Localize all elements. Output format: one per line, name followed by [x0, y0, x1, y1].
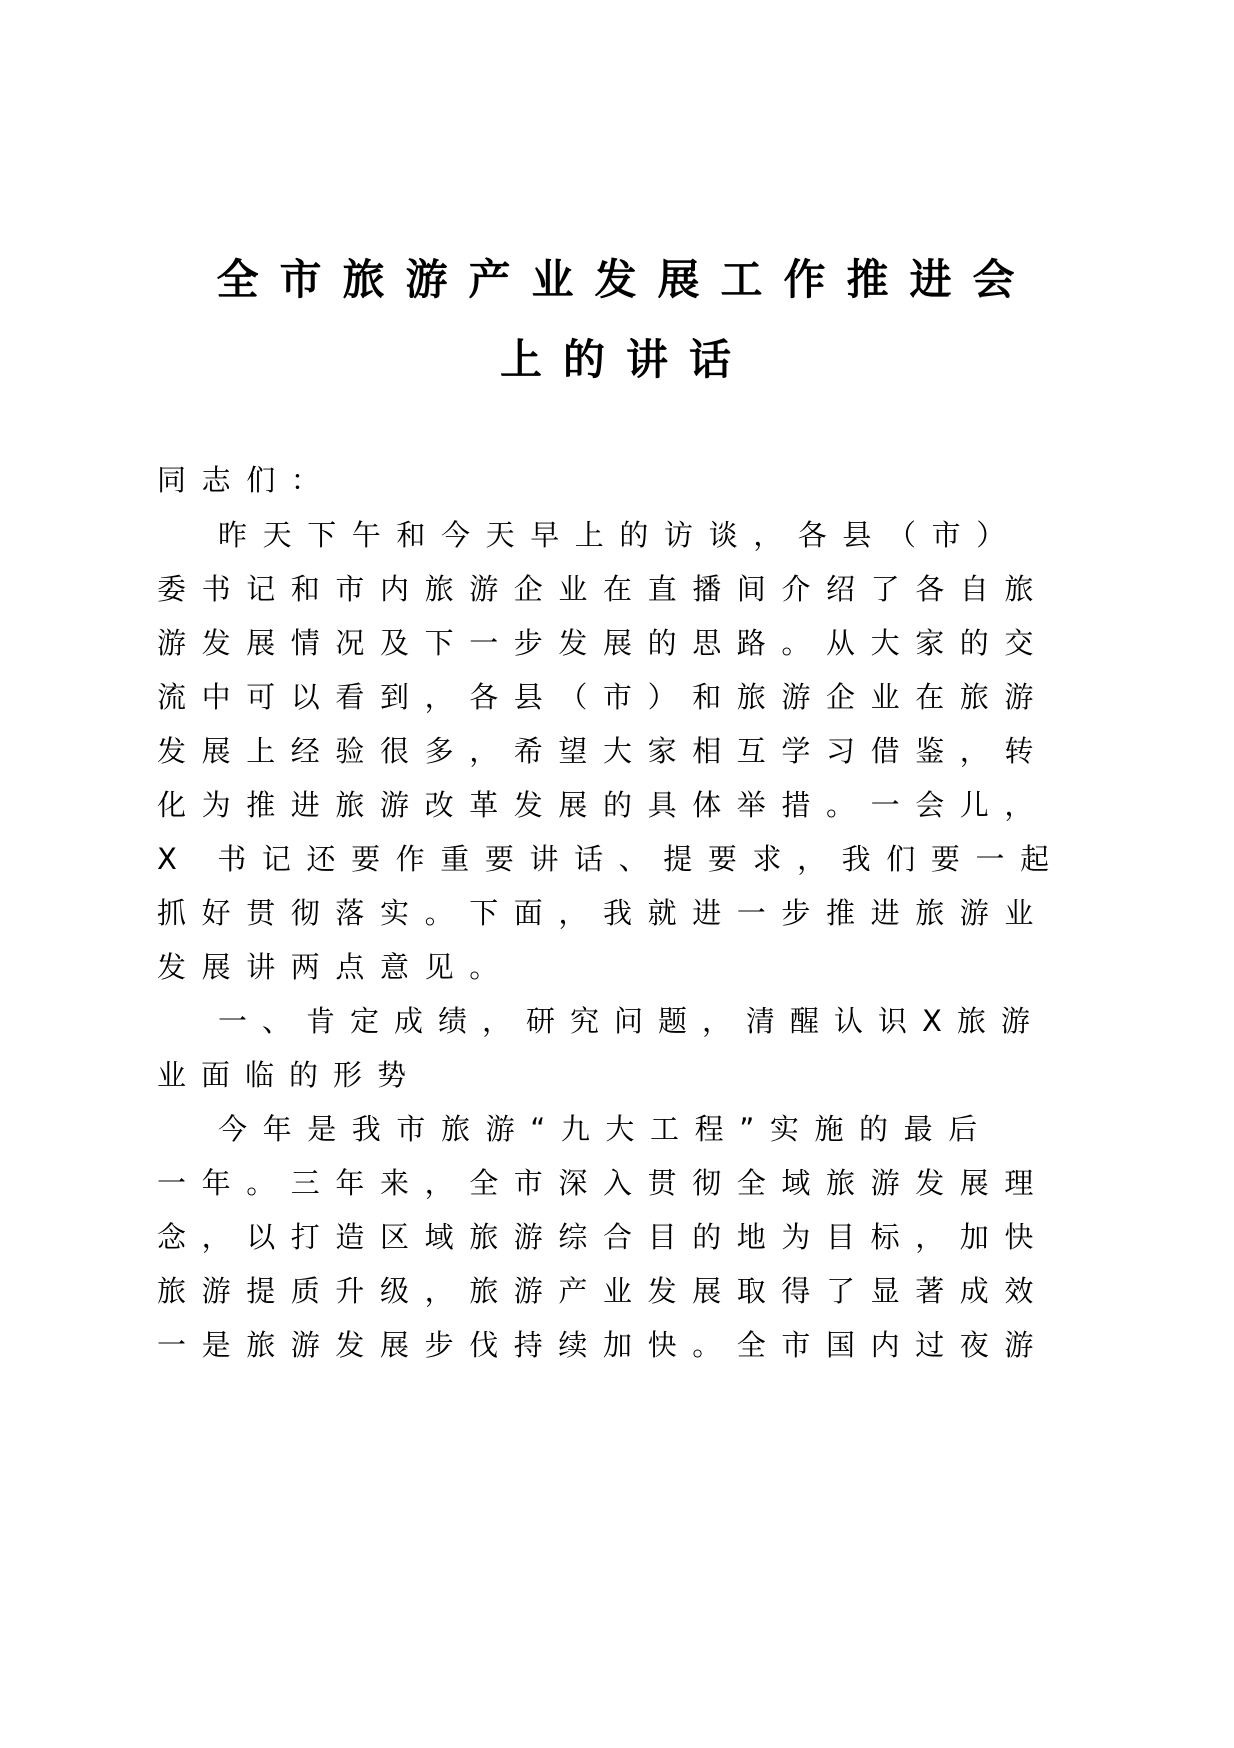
paragraph-line: 抓好贯彻落实。下面，我就进一步推进旅游业 — [157, 896, 1050, 930]
paragraph-line: 旅游提质升级，旅游产业发展取得了显著成效 — [157, 1274, 1050, 1308]
paragraph-line: 念，以打造区域旅游综合目的地为目标，加快 — [157, 1220, 1050, 1254]
paragraph-line: 昨天下午和今天早上的访谈，各县（市） — [218, 518, 1021, 552]
document-title-line-2: 上的讲话 — [499, 335, 752, 384]
paragraph-line: 一年。三年来，全市深入贯彻全域旅游发展理 — [157, 1166, 1050, 1200]
paragraph-line: 流中可以看到，各县（市）和旅游企业在旅游 — [157, 680, 1050, 714]
paragraph-line: 发展讲两点意见。 — [157, 950, 514, 984]
paragraph-line: 委书记和市内旅游企业在直播间介绍了各自旅 — [157, 572, 1050, 606]
document-title-line-1: 全市旅游产业发展工作推进会 — [216, 255, 1036, 304]
paragraph-line: X 书记还要作重要讲话、提要求，我们要一起 — [157, 842, 1065, 876]
paragraph-line: 发展上经验很多，希望大家相互学习借鉴，转 — [157, 734, 1050, 768]
section-heading-line: 一、肯定成绩，研究问题，清醒认识X旅游 — [218, 1004, 1045, 1038]
paragraph-line: 今年是我市旅游“九大工程”实施的最后 — [218, 1112, 993, 1146]
paragraph-line: 化为推进旅游改革发展的具体举措。一会儿， — [157, 788, 1050, 822]
salutation: 同志们： — [157, 463, 336, 497]
paragraph-line: 游发展情况及下一步发展的思路。从大家的交 — [157, 626, 1050, 660]
section-heading-line: 业面临的形势 — [157, 1058, 422, 1092]
paragraph-line: 一是旅游发展步伐持续加快。全市国内过夜游 — [157, 1328, 1050, 1362]
